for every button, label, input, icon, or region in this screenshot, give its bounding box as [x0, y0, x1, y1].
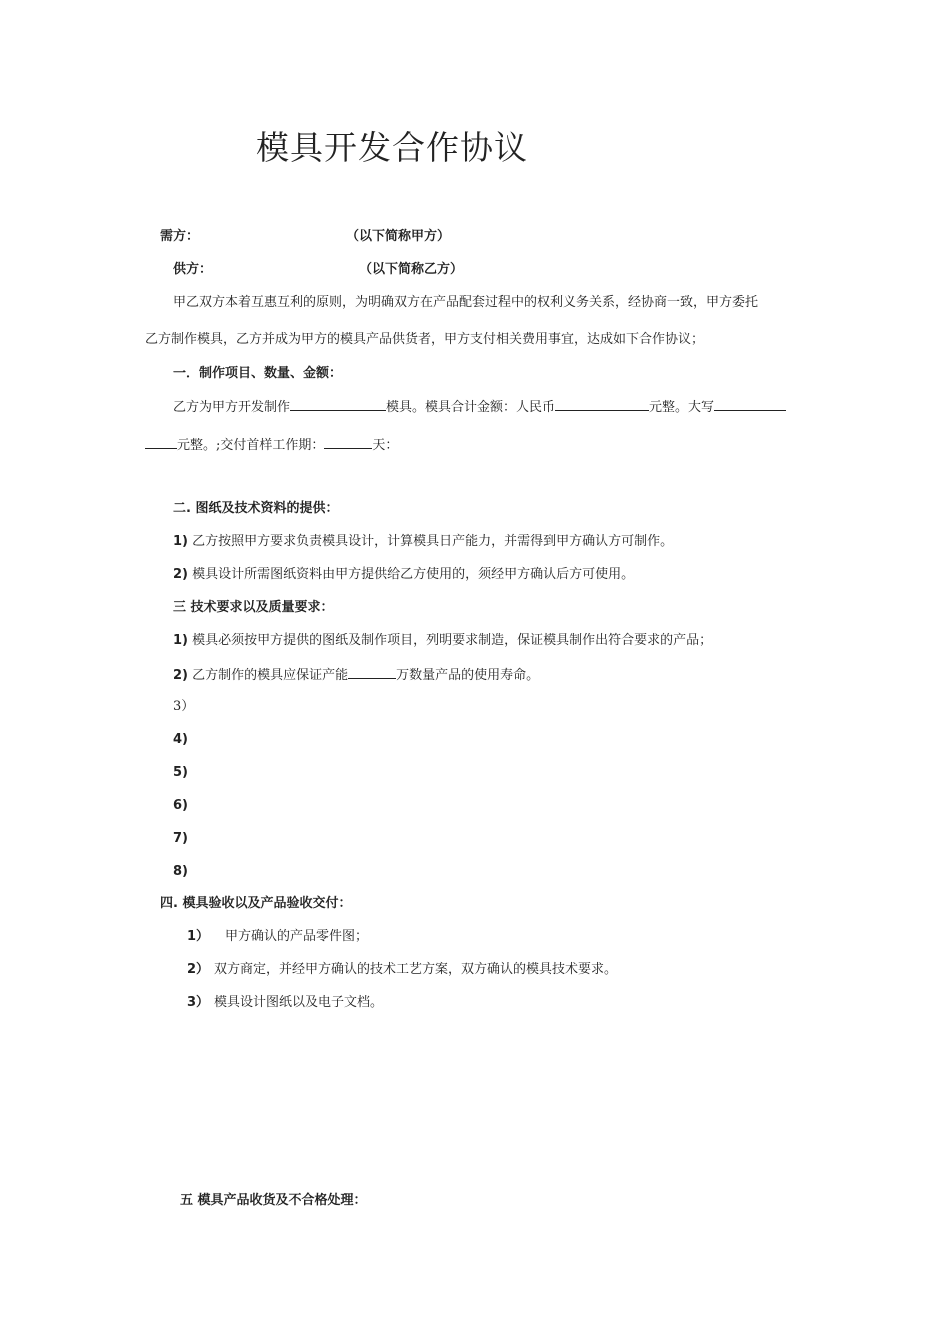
capacity-blank[interactable]: [348, 665, 396, 679]
demand-party-note: （以下简称甲方）: [346, 229, 451, 244]
amount-label: 模具。模具合计金额：人民币: [386, 400, 556, 415]
empty-item-number: 3）: [173, 699, 195, 714]
section-4-item: [187, 928, 368, 946]
item-text: 双方商定，并经甲方确认的技术工艺方案，双方确认的模具技术要求。: [214, 962, 618, 977]
uppercase-amount-blank[interactable]: [714, 397, 786, 411]
intro-line-2: 乙方制作模具，乙方并成为甲方的模具产品供货者，甲方支付相关费用事宜，达成如下合作协议；: [145, 332, 705, 347]
item-number: 2）: [187, 962, 210, 977]
section-2-heading: 二. 图纸及技术资料的提供：: [173, 501, 339, 516]
item-text: 模具必须按甲方提供的图纸及制作项目，列明要求制造，保证模具制作出符合要求的产品；: [192, 633, 713, 648]
document-title: 模具开发合作协议: [256, 128, 528, 167]
sample-period-label: 元整。;交付首样工作期：: [177, 438, 325, 453]
empty-item-number: 5): [173, 765, 188, 780]
lifetime-label: 万数量产品的使用寿命。: [396, 668, 540, 683]
section-3-item: [173, 665, 539, 685]
empty-item-number: 8): [173, 864, 188, 879]
item-number: 2): [173, 668, 188, 683]
item-number: 1): [173, 633, 188, 648]
uppercase-label: 元整。大写: [649, 400, 715, 415]
section-3-heading: 三 技术要求以及质量要求：: [173, 600, 334, 615]
section-1-line-2: [145, 435, 398, 455]
empty-item-number: 6): [173, 798, 188, 813]
section-2-item: [173, 566, 634, 584]
item-number: 2): [173, 567, 188, 582]
section-2-item: [173, 533, 673, 551]
section-5-heading: 五 模具产品收货及不合格处理：: [180, 1193, 367, 1208]
empty-item-number: 7): [173, 831, 188, 846]
item-text: 模具设计所需图纸资料由甲方提供给乙方使用的，须经甲方确认后方可使用。: [192, 567, 635, 582]
demand-party-label: 需方：: [160, 229, 200, 244]
supply-party-note: （以下简称乙方）: [359, 262, 464, 277]
sample-days-blank[interactable]: [324, 435, 372, 449]
product-blank[interactable]: [290, 397, 386, 411]
section-3-item: [173, 632, 712, 650]
section-1-line-1: [173, 397, 786, 417]
item-text: 模具设计图纸以及电子文档。: [214, 995, 384, 1010]
intro-line-1: 甲乙双方本着互惠互利的原则，为明确双方在产品配套过程中的权利义务关系，经协商一致，甲方委托: [173, 295, 759, 310]
item-number: 1）: [187, 929, 210, 944]
item-number: 3）: [187, 995, 210, 1010]
section-1-heading: 一．制作项目、数量、金额：: [173, 366, 343, 381]
days-label: 天：: [372, 438, 399, 453]
item-text: 甲方确认的产品零件图；: [225, 929, 369, 944]
item-number: 1): [173, 534, 188, 549]
amount-blank[interactable]: [555, 397, 649, 411]
supply-party-label: 供方：: [173, 262, 213, 277]
section-4-item: [187, 994, 383, 1012]
section-4-heading: 四. 模具验收以及产品验收交付：: [160, 896, 352, 911]
section-4-item: [187, 961, 617, 979]
capacity-label: 乙方制作的模具应保证产能: [192, 668, 349, 683]
uppercase-amount-blank-cont[interactable]: [145, 435, 177, 449]
item-text: 乙方按照甲方要求负责模具设计，计算模具日产能力，并需得到甲方确认方可制作。: [192, 534, 674, 549]
product-label: 乙方为甲方开发制作: [173, 400, 291, 415]
empty-item-number: 4): [173, 732, 188, 747]
